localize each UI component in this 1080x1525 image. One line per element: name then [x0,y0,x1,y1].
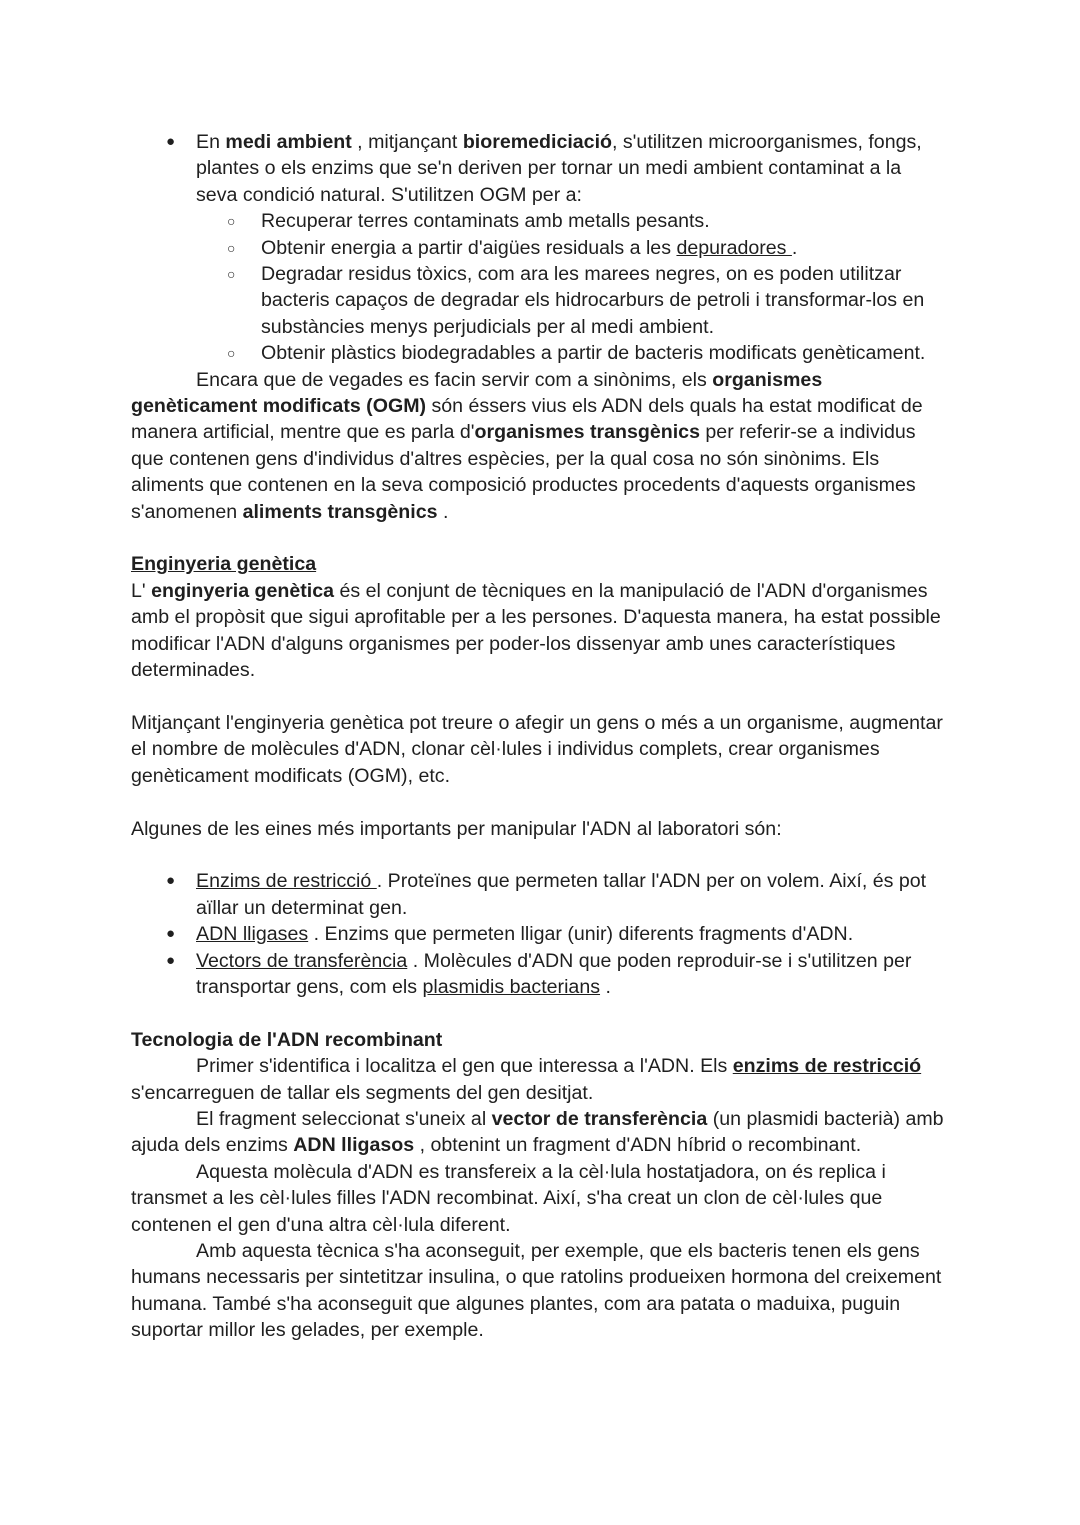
enzims-restriccio-link[interactable]: enzims de restricció [732,1055,922,1078]
enginyeria-paragraph-2: Mitjançant l'enginyeria genètica pot treure o afegir un gens o més a un organisme, augmentar el nombre de molècules d'ADN, clonar cèl·lules i individus complets, crear organismes genèticament modificats (OGM), etc. [131,711,943,787]
bullet-item-medi-ambient [131,129,946,208]
sub-bullet-item: ○ Obtenir energia a partir d'aigües residuals a les depuradores . [131,235,946,261]
enzims-link[interactable]: Enzims de restricció [196,870,377,893]
sub-bullet-item: ○ Recuperar terres contaminats amb metalls pesants. [131,208,946,234]
section-heading-enginyeria: Enginyeria genètica [131,553,317,576]
vectors-link[interactable]: Vectors de transferència [196,949,408,972]
bullet-item-lligases: ● ADN lligases . Enzims que permeten lligar (unir) diferents fragments d'ADN. [131,921,946,947]
bullet-item-vectors: ● Vectors de transferència . Molècules d'ADN que poden reproduir-se i s'utilitzen per transportar gens, com els plasmidis bacterians . [166,949,912,998]
sub-bullet-item: ○ Degradar residus tòxics, com ara les marees negres, on es poden utilitzar bacteris capaços de degradar els hidrocarburs de petroli i transformar-los en substàncies menys perjudicials per al medi ambient. [227,263,925,338]
bullet-item-enzims: ● Enzims de restricció . Proteïnes que permeten tallar l'ADN per on volem. Així, és pot aïllar un determinat gen. [166,870,927,919]
recombinant-paragraph-1: Primer s'identifica i localitza el gen que interessa a l'ADN. Els enzims de restricció s'encarreguen de tallar els segments del gen desitjat. [131,1055,922,1104]
circle-bullet-icon: ○ [227,239,236,256]
circle-bullet-icon: ○ [227,345,236,362]
enginyeria-paragraph-1: L' enginyeria genètica és el conjunt de tècniques en la manipulació de l'ADN d'organismes amb el propòsit que sigui aprofitable per a les persones. D'aquesta manera, ha estat possible modificar l'ADN d'alguns organismes per poder-los dissenyar amb unes característiques determinades. [131,579,941,682]
bullet-icon: ● [166,925,176,943]
bullet-icon: ● [166,951,176,969]
bullet-icon: ● [166,872,176,890]
section-heading-recombinant: Tecnologia de l'ADN recombinant [131,1028,443,1051]
recombinant-paragraph-2: El fragment seleccionat s'uneix al vector de transferència (un plasmidi bacterià) amb ajuda dels enzims ADN lligasos , obtenint un fragment d'ADN híbrid o recombinant. [131,1107,944,1157]
circle-bullet-icon: ○ [227,213,236,230]
recombinant-paragraph-4: Amb aquesta tècnica s'ha aconseguit, per exemple, que els bacteris tenen els gens humans necessaris per sintetitzar insulina, o que ratolins produeixen hormona del creixement humana. També s'ha aconseguit que algunes plantes, com ara patata o maduixa, puguin suportar millor les gelades, per exemple. [131,1239,942,1342]
sub-bullet-item: ○ Obtenir plàstics biodegradables a partir de bacteris modificats genèticament. [131,340,946,366]
lligases-link[interactable]: ADN lligases [196,923,309,946]
enginyeria-paragraph-3: Algunes de les eines més importants per manipular l'ADN al laboratori són: [131,817,782,840]
recombinant-paragraph-3: Aquesta molècula d'ADN es transfereix a la cèl·lula hostatjadora, on és replica i transmet a les cèl·lules filles l'ADN recombinat. Així, s'ha creat un clon de cèl·lules que contenen el gen d'una altra cèl·lula diferent. [131,1160,886,1236]
depuradores-link[interactable]: depuradores [676,236,792,259]
document-body [131,129,946,1344]
bullet-text: En medi ambient , mitjançant bioremediciació, s'utilitzen microorganismes, fongs, plantes o els enzims que se'n deriven per tornar un medi ambient contaminat a la seva condició natural. S'utilitzen OGM per a: [196,131,922,206]
circle-bullet-icon: ○ [227,266,236,283]
ogm-paragraph: Encara que de vegades es facin servir com a sinònims, els organismes genèticament modificats (OGM) són éssers vius els ADN dels quals ha estat modificat de manera artificial, mentre que es parla d'organismes transgènics per referir-se a individus que contenen gens d'individus d'altres espècies, per la qual cosa no són sinònims. Els aliments que contenen en la seva composició productes procedents d'aquests organismes s'anomenen aliments transgènics . [131,368,923,523]
plasmidis-link[interactable]: plasmidis bacterians [422,975,601,998]
bullet-icon: ● [166,133,176,150]
